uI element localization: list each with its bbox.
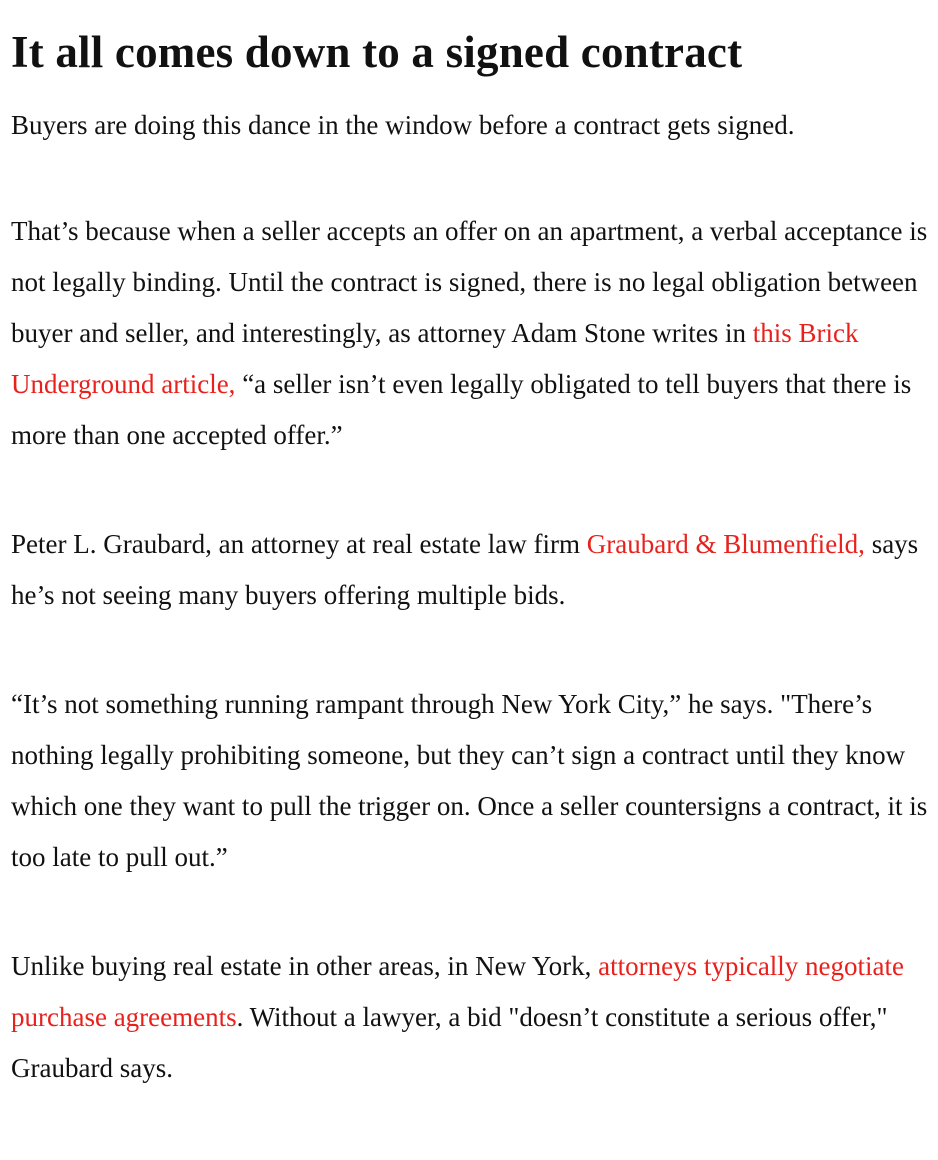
- article-body: [11, 27, 929, 1152]
- paragraph-3-text-after: says he’s not seeing many buyers offering multiple bids.: [11, 529, 919, 610]
- paragraph-2-text-before: That’s because when a seller accepts an offer on an apartment, a verbal acceptance is not legally binding. Until the contract is signed, there is no legal obligation between buyer and seller, and interestingly, as attorney Adam Stone writes in: [11, 216, 928, 348]
- paragraph-1: [11, 100, 929, 151]
- section-heading: It all comes down to a signed contract: [11, 27, 743, 77]
- paragraph-4: [11, 679, 929, 883]
- brick-underground-article-link[interactable]: this Brick Underground article,: [11, 318, 859, 399]
- attorneys-negotiate-link[interactable]: attorneys typically negotiate purchase agreements: [11, 951, 905, 1032]
- paragraph-2-text-after: “a seller isn’t even legally obligated to tell buyers that there is more than one accepted offer.”: [11, 369, 912, 450]
- paragraph-4-text: “It’s not something running rampant through New York City,” he says. "There’s nothing legally prohibiting someone, but they can’t sign a contract until they know which one they want to pull the trigger on. Once a seller countersigns a contract, it is too late to pull out.”: [11, 689, 928, 872]
- paragraph-1-text: Buyers are doing this dance in the window before a contract gets signed.: [11, 110, 795, 140]
- paragraph-5-text-after: . Without a lawyer, a bid "doesn’t constitute a serious offer," Graubard says.: [11, 1002, 888, 1083]
- paragraph-5: [11, 941, 929, 1094]
- paragraph-2: [11, 206, 929, 461]
- graubard-blumenfield-link[interactable]: Graubard & Blumenfield,: [586, 529, 865, 559]
- paragraph-3: [11, 519, 929, 621]
- paragraph-5-text-before: Unlike buying real estate in other areas, in New York,: [11, 951, 599, 981]
- paragraph-3-text-before: Peter L. Graubard, an attorney at real estate law firm: [11, 529, 587, 559]
